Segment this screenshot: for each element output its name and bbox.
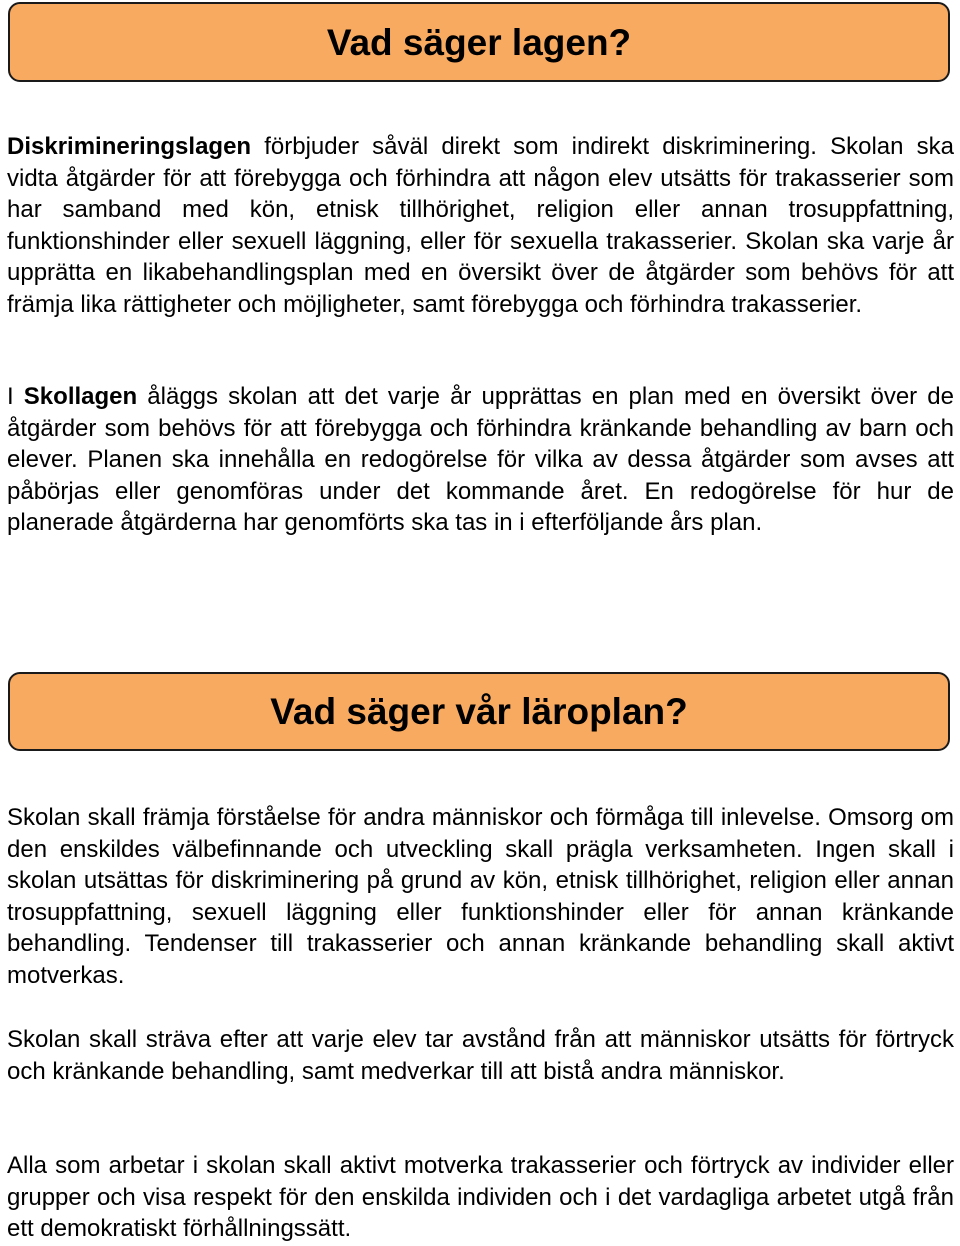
paragraph-school-act-prefix: I [7,383,24,410]
paragraph-curriculum-1: Skolan skall främja förståelse för andra människor och förmåga till inlevelse. Omsorg om den enskildes välbefinnande och utveckling skall prägla verksamheten. Ingen skall i skolan utsättas för diskriminering på grund av kön, etnisk tillhörighet, religion eller annan trosuppfattning, sexuell läggning eller funktionshinder eller för annan kränkande behandling. Tendenser till trakasserier och annan kränkande behandling skall aktivt motverkas. [7,804,954,989]
paragraph-curriculum-2: Skolan skall sträva efter att varje elev tar avstånd från att människor utsätts för förtryck och kränkande behandling, samt medverkar till att bistå andra människor. [7,1026,954,1085]
paragraph-discrimination-act [7,131,954,321]
heading-law: Vad säger lagen? [326,21,632,63]
paragraph-curriculum-3: Alla som arbetar i skolan skall aktivt motverka trakasserier och förtryck av individer eller grupper och visa respekt för den enskilda individen och i det vardagliga arbetet utgå från ett demokratiskt förhållningssätt. [7,1152,954,1243]
section-banner-law [8,2,950,82]
paragraph-school-act-text: åläggs skolan att det varje år upprättas en plan med en översikt över de åtgärder som behövs för att förebygga och förhindra kränkande behandling av barn och elever. Planen ska innehålla en redogörelse för vilka av dessa åtgärder som avses att påbörjas eller genomföras under det kommande året. En redogörelse för hur de planerade åtgärderna har genomförts ska tas in i efterföljande års plan. [7,383,954,537]
term-skollagen: Skollagen [23,383,138,410]
paragraph-discrimination-act-text: förbjuder såväl direkt som indirekt diskriminering. Skolan ska vidta åtgärder för att förebygga och förhindra att någon elev utsätts för trakasserier som har samband med kön, etnisk tillhörighet, religion eller annan trosuppfattning, funktionshinder eller sexuell läggning, eller för sexuella trakasserier. Skolan ska varje år upprätta en likabehandlingsplan med en översikt över de åtgärder som behövs för att främja lika rättigheter och möjligheter, samt förebygga och förhindra trakasserier. [7,133,954,318]
paragraph-school-act [7,381,954,539]
section-banner-curriculum [8,672,950,751]
term-diskrimineringslagen: Diskrimineringslagen [7,133,252,160]
heading-curriculum: Vad säger vår läroplan? [270,691,688,732]
